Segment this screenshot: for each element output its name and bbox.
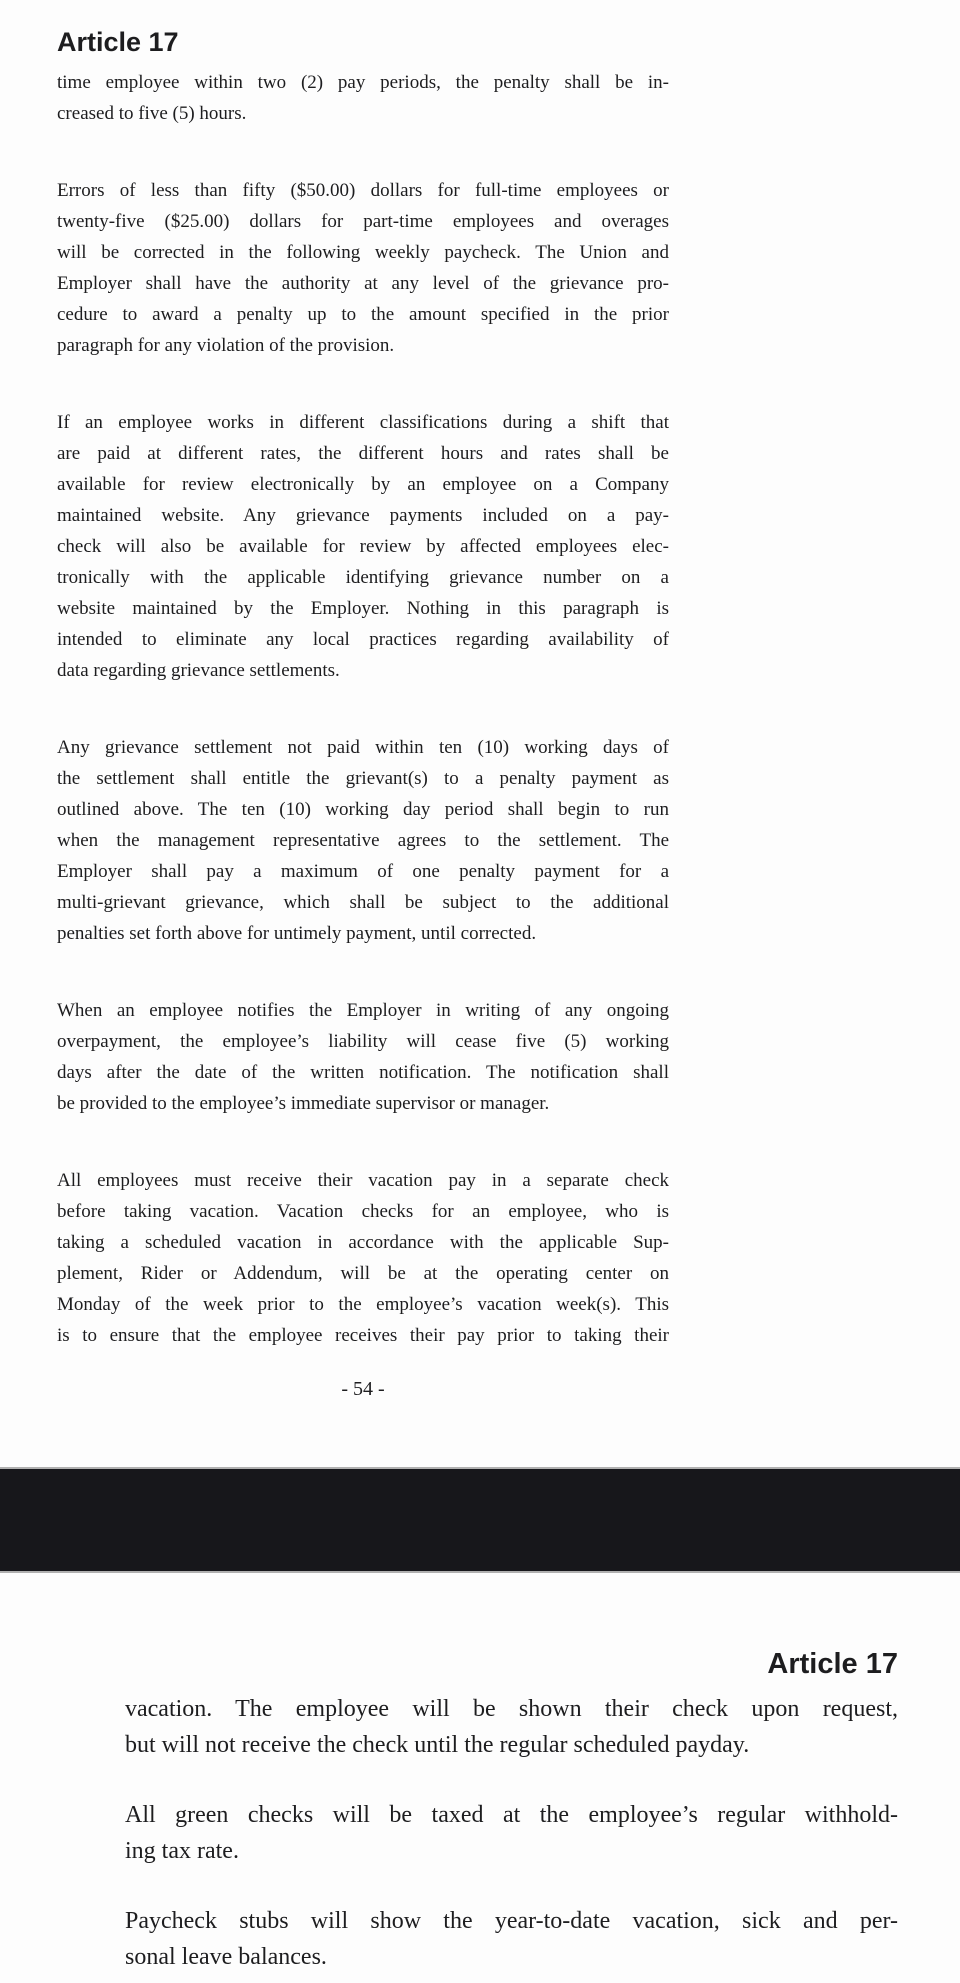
- text-line: before taking vacation. Vacation checks for an employee, who is: [57, 1201, 669, 1223]
- paragraph: [125, 1797, 898, 1869]
- text-line: data regarding grievance settlements.: [57, 660, 340, 682]
- text-line: tronically with the applicable identifying grievance number on a: [57, 567, 669, 589]
- text-line: when the management representative agrees to the settlement. The: [57, 830, 669, 852]
- text-line: Errors of less than fifty ($50.00) dollars for full-time employees or: [57, 180, 669, 202]
- text-line: Employer shall have the authority at any level of the grievance pro-: [57, 273, 669, 295]
- text-line: paragraph for any violation of the provision.: [57, 335, 395, 357]
- text-line: ing tax rate.: [125, 1838, 239, 1865]
- text-line: multi-grievant grievance, which shall be subject to the additional: [57, 892, 669, 914]
- text-line: but will not receive the check until the regular scheduled payday.: [125, 1732, 750, 1759]
- text-line: overpayment, the employee’s liability will cease five (5) working: [57, 1031, 669, 1053]
- text-line: If an employee works in different classifications during a shift that: [57, 412, 669, 434]
- text-line: intended to eliminate any local practices regarding availability of: [57, 629, 669, 651]
- text-line: taking a scheduled vacation in accordance with the applicable Sup-: [57, 1232, 669, 1254]
- text-line: will be corrected in the following weekly paycheck. The Union and: [57, 242, 669, 264]
- text-line: are paid at different rates, the different hours and rates shall be: [57, 443, 669, 465]
- page-54-body: [57, 67, 669, 1351]
- page-54-text-column: [57, 27, 669, 1401]
- text-line: Monday of the week prior to the employee’s vacation week(s). This: [57, 1294, 669, 1316]
- text-line: website maintained by the Employer. Nothing in this paragraph is: [57, 598, 669, 620]
- text-line: available for review electronically by an employee on a Company: [57, 474, 669, 496]
- text-line: When an employee notifies the Employer in writing of any ongoing: [57, 1000, 669, 1022]
- paragraph: [57, 1165, 669, 1351]
- text-line: days after the date of the written notification. The notification shall: [57, 1062, 669, 1084]
- paragraph: [57, 67, 669, 129]
- page-number: - 54 -: [341, 1378, 385, 1401]
- text-line: maintained website. Any grievance payments included on a pay-: [57, 505, 669, 527]
- article-heading-bottom: Article 17: [767, 1648, 898, 1680]
- text-line: the settlement shall entitle the grievant(s) to a penalty payment as: [57, 768, 669, 790]
- paragraph: [125, 1691, 898, 1763]
- text-line: Employer shall pay a maximum of one penalty payment for a: [57, 861, 669, 883]
- page-separator-band: [0, 1467, 960, 1573]
- page-55-text-column: [125, 1648, 898, 1975]
- page-55: [0, 1573, 960, 1983]
- text-line: time employee within two (2) pay periods, the penalty shall be in-: [57, 72, 669, 94]
- paragraph: [57, 732, 669, 949]
- paragraph: [57, 175, 669, 361]
- text-line: outlined above. The ten (10) working day period shall begin to run: [57, 799, 669, 821]
- text-line: twenty-five ($25.00) dollars for part-time employees and overages: [57, 211, 669, 233]
- text-line: Paycheck stubs will show the year-to-date vacation, sick and per-: [125, 1908, 898, 1935]
- text-line: vacation. The employee will be shown their check upon request,: [125, 1696, 898, 1723]
- paragraph: [57, 995, 669, 1119]
- text-line: plement, Rider or Addendum, will be at the operating center on: [57, 1263, 669, 1285]
- text-line: penalties set forth above for untimely payment, until corrected.: [57, 923, 537, 945]
- paragraph: [57, 407, 669, 686]
- text-line: sonal leave balances.: [125, 1944, 327, 1971]
- text-line: cedure to award a penalty up to the amount specified in the prior: [57, 304, 669, 326]
- text-line: creased to five (5) hours.: [57, 103, 247, 125]
- text-line: All employees must receive their vacation pay in a separate check: [57, 1170, 669, 1192]
- text-line: be provided to the employee’s immediate supervisor or manager.: [57, 1093, 550, 1115]
- text-line: check will also be available for review by affected employees elec-: [57, 536, 669, 558]
- text-line: Any grievance settlement not paid within ten (10) working days of: [57, 737, 669, 759]
- text-line: is to ensure that the employee receives their pay prior to taking their: [57, 1325, 669, 1347]
- article-heading-top: Article 17: [57, 27, 179, 57]
- text-line: All green checks will be taxed at the employee’s regular withhold-: [125, 1802, 898, 1829]
- paragraph: [125, 1903, 898, 1975]
- page-55-body: [125, 1691, 898, 1975]
